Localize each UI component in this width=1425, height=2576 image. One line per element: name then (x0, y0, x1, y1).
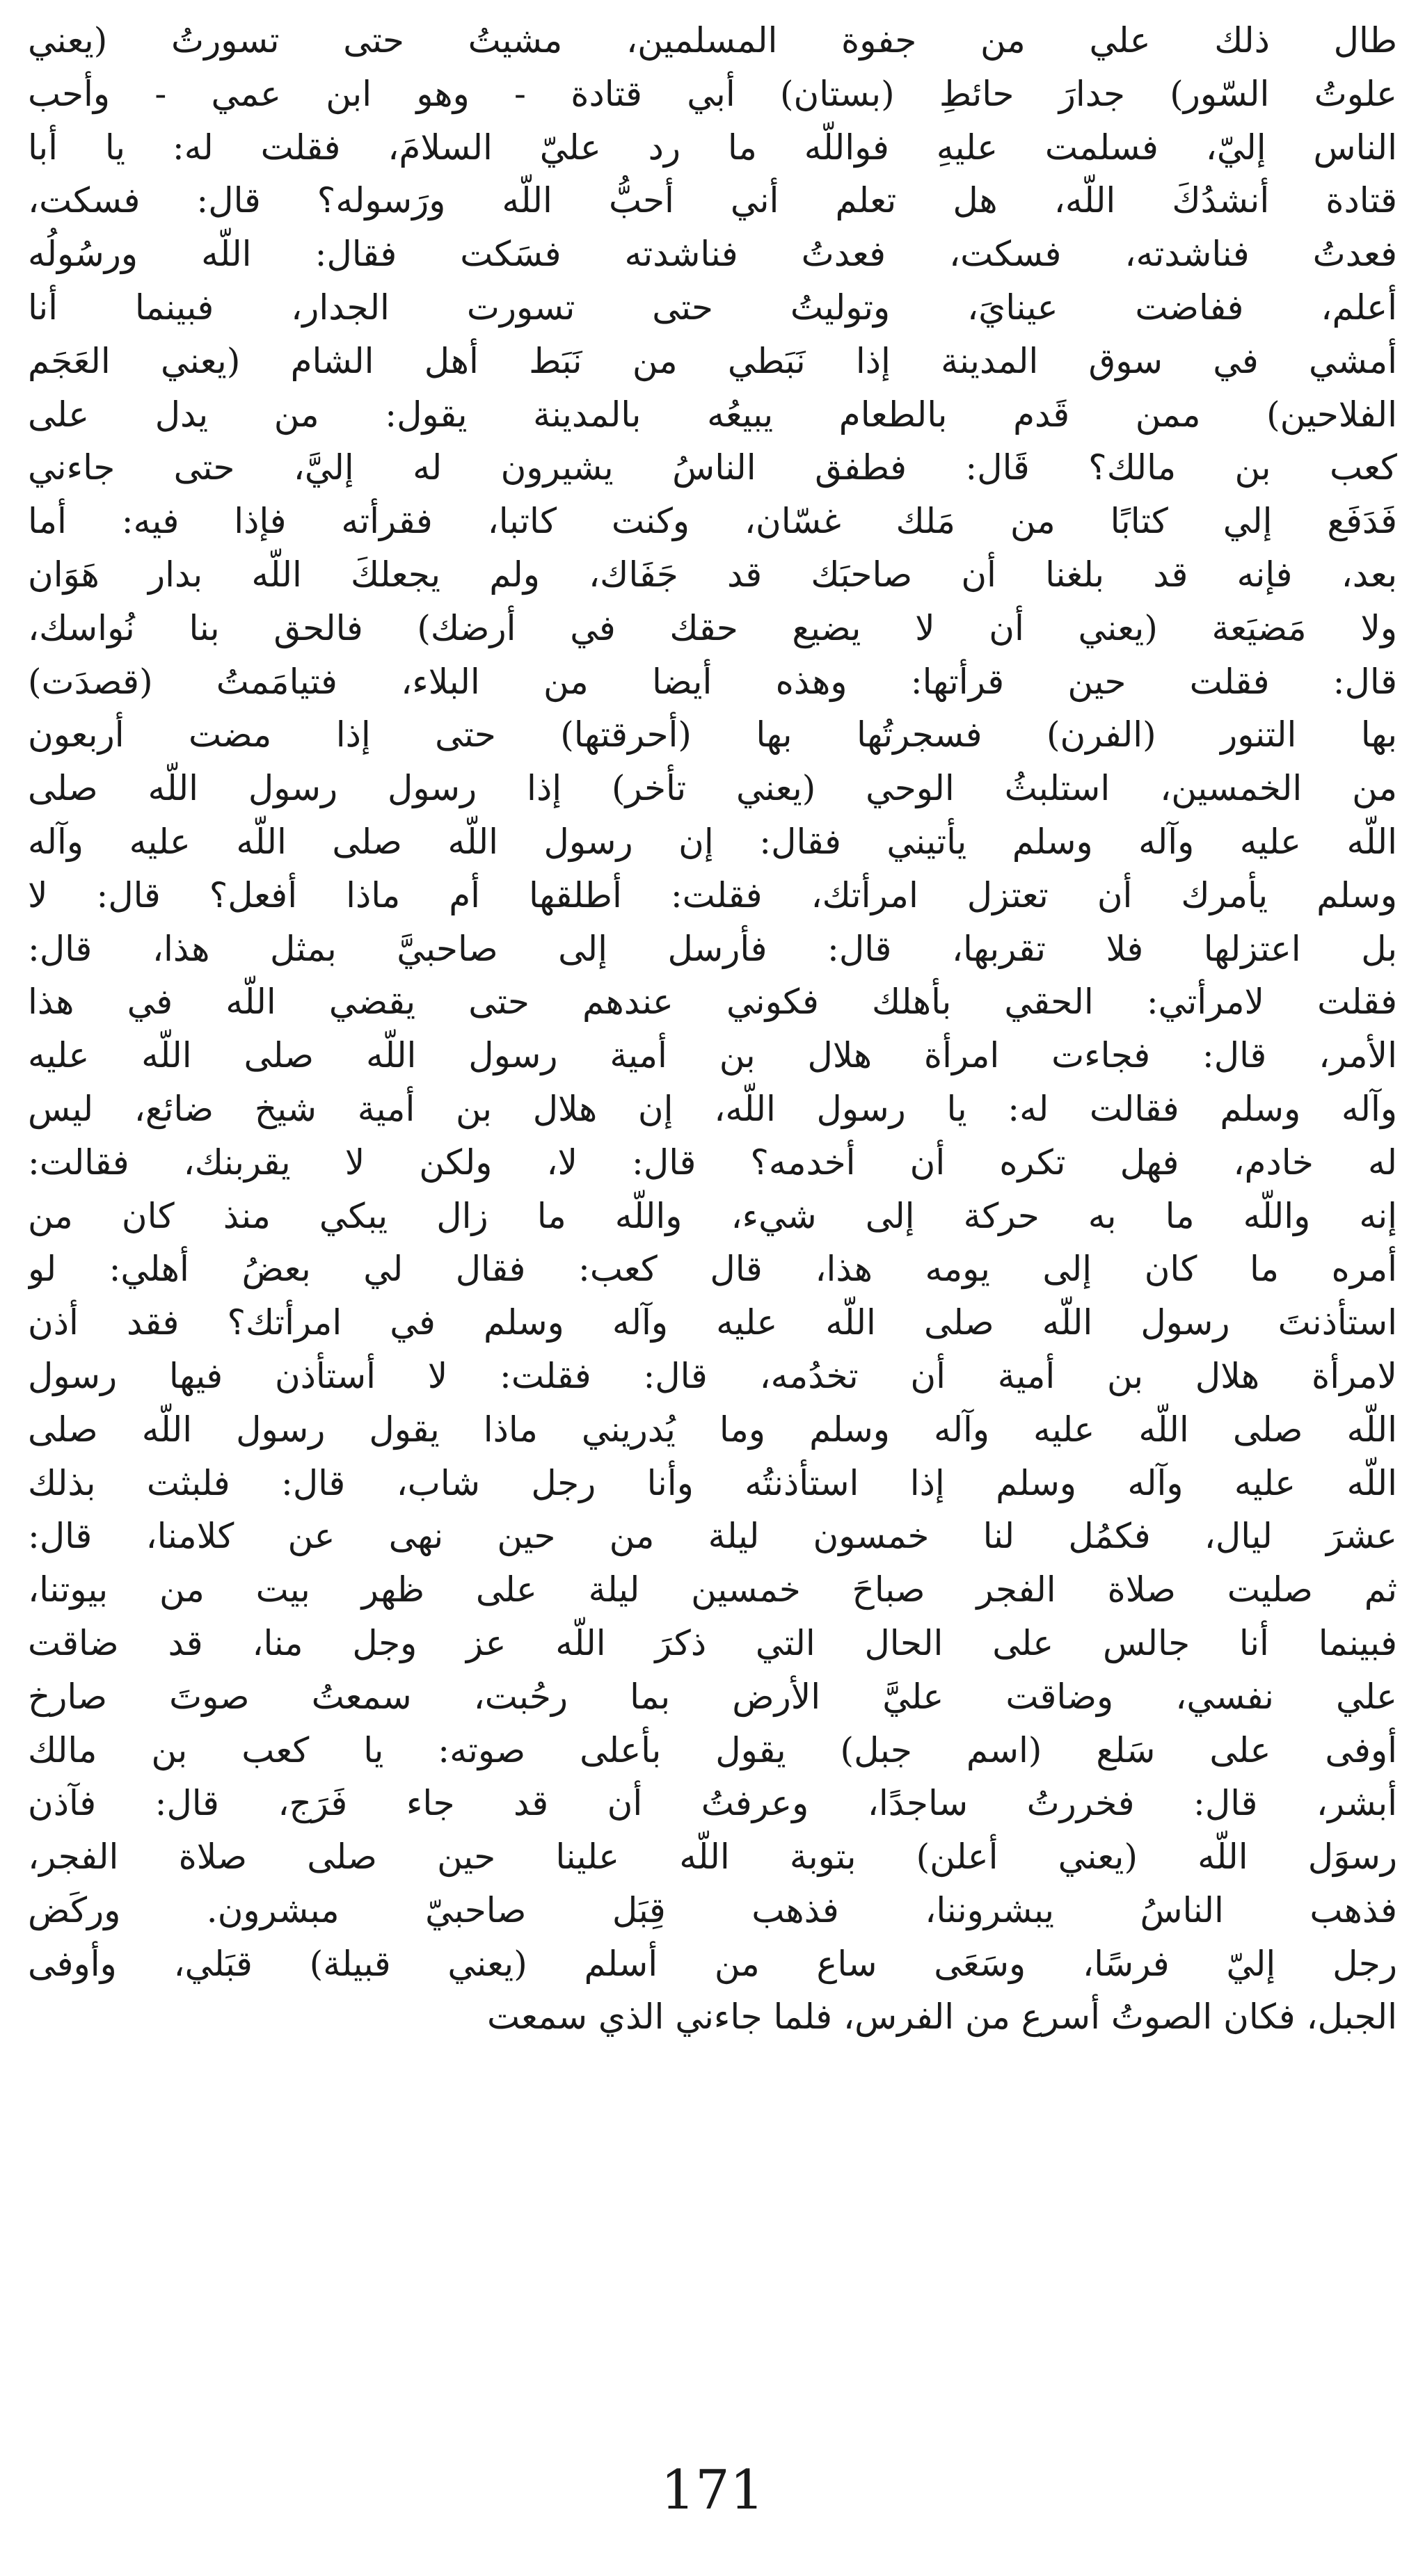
text-line: الجبل، فكان الصوتُ أسرع من الفرس، فلما جاءني الذي سمعت (487, 1997, 1397, 2038)
text-line: قتادة أنشدُكَ اللّه، هل تعلم أني أحبُّ اللّه ورَسوله؟ قال: فسكت، (28, 180, 1397, 221)
text-line: من الخمسين، استلبثُ الوحي (يعني تأخر) إذا رسول رسول اللّه صلى (28, 768, 1397, 809)
text-line: ثم صليت صلاة الفجر صباحَ خمسين ليلة على ظهر بيت من بيوتنا، (28, 1569, 1397, 1610)
text-line: اللّه عليه وآله وسلم إذا استأذنتُه وأنا رجل شاب، قال: فلبثت بذلك (28, 1462, 1397, 1503)
text-line: كعب بن مالك؟ قَال: فطفق الناسُ يشيرون له إليَّ، حتى جاءني (28, 447, 1397, 488)
text-line: استأذنتَ رسول اللّه صلى اللّه عليه وآله وسلم في امرأتك؟ فقد أذن (28, 1302, 1397, 1343)
text-line: أمشي في سوق المدينة إذا نَبَطي من نَبَط أهل الشام (يعني العَجَم (28, 340, 1397, 381)
text-line: إنه واللّه ما به حركة إلى شيء، واللّه ما زال يبكي منذ كان من (28, 1195, 1397, 1236)
text-line: فَدَفَع إلي كتابًا من مَلك غسّان، وكنت كاتبا، فقرأته فإذا فيه: أما (28, 501, 1397, 542)
text-line: اللّه صلى اللّه عليه وآله وسلم وما يُدريني ماذا يقول رسول اللّه صلى (28, 1409, 1397, 1450)
text-line: فذهب الناسُ يبشروننا، فذهب قِبَل صاحبيّ مبشرون. وركَض (28, 1889, 1397, 1930)
text-line: أبشر، قال: فخررتُ ساجدًا، وعرفتُ أن قد جاء فَرَج، قال: فآذن (28, 1783, 1397, 1824)
text-line: له خادم، فهل تكره أن أخدمه؟ قال: لا، ولكن لا يقربنك، فقالت: (28, 1142, 1397, 1183)
text-line: الفلاحين) ممن قَدم بالطعام يبيعُه بالمدينة يقول: من يدل على (28, 394, 1397, 435)
text-line: رجل إليّ فرسًا، وسَعَى ساع من أسلم (يعني قبيلة) قبَلي، وأوفى (28, 1943, 1397, 1984)
text-line: طال ذلك علي من جفوة المسلمين، مشيتُ حتى تسورتُ (يعني (28, 20, 1397, 61)
text-line: قال: فقلت حين قرأتها: وهذه أيضا من البلاء، فتيامَمتُ (قصدَت) (28, 661, 1397, 702)
text-line: فقلت لامرأتي: الحقي بأهلك فكوني عندهم حتى يقضي اللّه في هذا (28, 982, 1397, 1023)
text-line: فبينما أنا جالس على الحال التي ذكرَ اللّه عز وجل منا، قد ضاقت (28, 1622, 1397, 1663)
text-line: ولا مَضيَعة (يعني أن لا يضيع حقك في أرضك) فالحق بنا نُواسك، (28, 607, 1397, 648)
text-line: الناس إليّ، فسلمت عليهِ فواللّه ما رد عليّ السلامَ، فقلت له: يا أبا (28, 127, 1397, 168)
body-text (28, 14, 1397, 2044)
text-line: وآله وسلم فقالت له: يا رسول اللّه، إن هلال بن أمية شيخ ضائع، ليس (28, 1088, 1397, 1129)
text-line: علي نفسي، وضاقت عليَّ الأرض بما رحُبت، سمعتُ صوتَ صارخ (28, 1676, 1397, 1717)
text-line: رسوَل اللّه (يعني أعلن) بتوبة اللّه علينا حين صلى صلاة الفجر، (28, 1837, 1397, 1878)
text-line: الأمر، قال: فجاءت امرأة هلال بن أمية رسول اللّه صلى اللّه عليه (28, 1035, 1397, 1076)
text-line: أمره ما كان إلى يومه هذا، قال كعب: فقال لي بعضُ أهلي: لو (28, 1249, 1397, 1290)
text-line: علوتُ السّور) جدارَ حائطِ (بستان) أبي قتادة - وهو ابن عمي - وأحب (28, 73, 1397, 114)
text-line: فعدتُ فناشدته، فسكت، فعدتُ فناشدته فسَكت فقال: اللّه ورسُولُه (28, 234, 1397, 275)
text-line: بعد، فإنه قد بلغنا أن صاحبَك قد جَفَاك، ولم يجعلكَ اللّه بدار هَوَان (28, 554, 1397, 595)
text-line: وسلم يأمرك أن تعتزل امرأتك، فقلت: أطلقها أم ماذا أفعل؟ قال: لا (28, 874, 1397, 915)
text-line: بل اعتزلها فلا تقربها، قال: فأرسل إلى صاحبيَّ بمثل هذا، قال: (28, 928, 1397, 969)
text-line: عشرَ ليال، فكمُل لنا خمسون ليلة من حين نهى عن كلامنا، قال: (28, 1516, 1397, 1557)
text-line: اللّه عليه وآله وسلم يأتيني فقال: إن رسول اللّه صلى اللّه عليه وآله (28, 821, 1397, 862)
text-line: بها التنور (الفرن) فسجرتُها بها (أحرقتها) حتى إذا مضت أربعون (28, 714, 1397, 755)
page-number: 171 (660, 2459, 765, 2522)
text-line: لامرأة هلال بن أمية أن تخدُمه، قال: فقلت: لا أستأذن فيها رسول (28, 1355, 1397, 1396)
text-line: أوفى على سَلع (اسم جبل) يقول بأعلى صوته: يا كعب بن مالك (28, 1729, 1397, 1770)
text-line: أعلم، ففاضت عينايَ، وتوليتُ حتى تسورت الجدار، فبينما أنا (28, 287, 1397, 328)
